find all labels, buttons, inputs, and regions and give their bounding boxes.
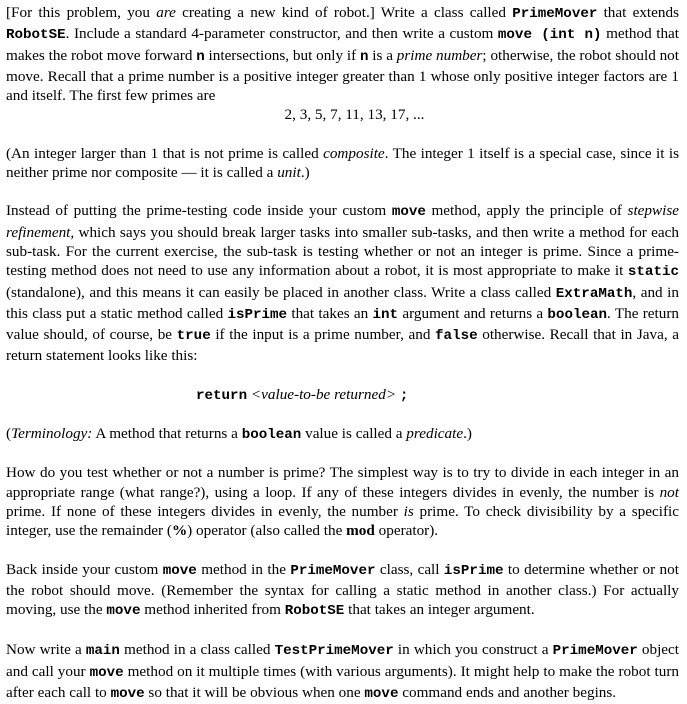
- emphasis-is: is: [403, 502, 414, 520]
- text-run: method on it multiple times (with various arguments). It might help to make the robot turn after each call to: [6, 662, 679, 702]
- code-move: move: [106, 603, 141, 620]
- text-run: argument and returns a: [398, 304, 548, 322]
- text-run: . The return value should, of course, be: [6, 304, 679, 344]
- text-run: , and in this class put a static method called: [6, 283, 679, 322]
- text-run: .): [300, 164, 310, 182]
- paragraph-prime-test: [6, 463, 679, 540]
- bold-mod: mod: [346, 522, 375, 540]
- emphasis-not: not: [659, 483, 679, 501]
- emphasis-terminology: Terminology:: [11, 425, 93, 443]
- text-run: method in the: [196, 560, 291, 578]
- text-run: operator).: [374, 522, 439, 540]
- text-run: .): [463, 425, 472, 443]
- text-run: [For this problem, you: [6, 4, 157, 21]
- code-false: false: [435, 328, 478, 345]
- text-run: A method that returns a: [92, 425, 242, 443]
- placeholder-value-to-be-returned: <value-to-be returned>: [247, 385, 400, 403]
- code-boolean: boolean: [241, 427, 302, 444]
- code-primemover: PrimeMover: [512, 6, 598, 22]
- text-run: Now write a: [6, 641, 86, 659]
- paragraph-test-prime-mover: [6, 640, 679, 704]
- code-boolean: boolean: [547, 306, 608, 323]
- text-run: that takes an: [287, 304, 373, 322]
- text-run: ) operator (also called the: [187, 522, 347, 540]
- paragraph-back-inside-move: [6, 560, 679, 622]
- code-move: move: [391, 204, 426, 221]
- code-testprimemover: TestPrimeMover: [274, 643, 394, 660]
- text-run: so that it will be obvious when one: [144, 684, 365, 702]
- text-run: prime. To check divisibility by a specific integer, use the remainder (: [6, 502, 679, 540]
- code-primemover: PrimeMover: [290, 562, 376, 579]
- text-run: method that makes the robot move forward: [6, 25, 679, 64]
- text-run: is a: [368, 46, 397, 64]
- text-run: Instead of putting the prime-testing code inside your custom: [6, 202, 392, 220]
- code-true: true: [176, 328, 211, 345]
- emphasis-prime-number: prime number: [396, 46, 483, 64]
- code-move: move: [162, 562, 197, 579]
- emphasis-are: are: [156, 4, 176, 21]
- code-n: n: [359, 48, 369, 65]
- emphasis-stepwise-refinement: stepwise refinement: [6, 202, 680, 241]
- paragraph-primemover-intro: [6, 3, 679, 125]
- code-isprime: isPrime: [443, 562, 504, 579]
- code-primemover: PrimeMover: [552, 643, 638, 660]
- code-robotse: RobotSE: [284, 603, 345, 620]
- paragraph-composite: [6, 144, 679, 183]
- code-isprime: isPrime: [227, 306, 288, 323]
- text-run: (: [6, 425, 12, 443]
- text-run: ; otherwise, the robot should not move. Recall that a prime number is a positive integer greater than 1 whose only positive integer factors are 1 and itself. The first few primes are: [6, 46, 680, 105]
- text-run: in which you construct a: [393, 641, 553, 659]
- code-main: main: [85, 643, 120, 660]
- return-statement-example: [6, 385, 679, 406]
- text-run: value is called a: [301, 425, 407, 443]
- text-run: (standalone), and this means it can easily be placed in another class. Write a class called: [6, 283, 556, 301]
- code-move: move: [110, 686, 145, 703]
- text-run: prime. If none of these integers divides in evenly, the number: [6, 502, 404, 520]
- text-run: to determine whether or not the robot should move. (Remember the syntax for calling a static method in another class.) For actually moving, use the: [6, 560, 679, 619]
- text-run: class, call: [375, 560, 444, 578]
- code-semicolon: ;: [399, 387, 409, 404]
- code-move-signature: move (int n): [497, 27, 602, 44]
- text-run: (An integer larger than 1 that is not prime is called: [6, 144, 324, 162]
- primes-list: 2, 3, 5, 7, 11, 13, 17, ...: [284, 106, 425, 124]
- code-robotse: RobotSE: [6, 27, 66, 44]
- text-run: How do you test whether or not a number is prime? The simplest way is to try to divide in each integer in an appropriate range (what range?), using a loop. If any of these integers divides in evenly, the number is: [6, 464, 679, 501]
- text-run: creating a new kind of robot.] Write a class called: [175, 4, 513, 21]
- text-run: if the input is a prime number, and: [210, 326, 436, 344]
- bold-percent: %: [171, 522, 188, 540]
- emphasis-composite: composite: [323, 144, 385, 162]
- text-run: Back inside your custom: [6, 560, 163, 578]
- paragraph-stepwise-refinement: [6, 201, 679, 365]
- code-n: n: [196, 48, 205, 65]
- text-run: command ends and another begins.: [398, 684, 617, 702]
- text-run: object and call your: [6, 641, 680, 680]
- code-extramath: ExtraMath: [555, 285, 633, 302]
- text-run: that takes an integer argument.: [344, 601, 535, 619]
- emphasis-unit: unit: [277, 164, 301, 182]
- text-run: otherwise. Recall that in Java, a return statement looks like this:: [6, 326, 680, 365]
- code-return: return: [196, 387, 248, 404]
- text-run: method in a class called: [119, 641, 275, 659]
- text-run: , which says you should break larger tasks into smaller sub-tasks, and then write a method for each sub-task. For the current exercise, the sub-task is testing whether or not an integer is prime. Since a prime-testing method does not need to use any information about a robot, it is most appropriate to make it: [6, 223, 679, 280]
- text-run: . The integer 1 itself is a special case, since it is neither prime nor composite — it is called a: [6, 144, 679, 182]
- text-run: that extends: [597, 4, 679, 21]
- text-run: . Include a standard 4-parameter constructor, and then write a custom: [65, 25, 498, 43]
- text-run: method, apply the principle of: [425, 202, 628, 220]
- emphasis-predicate: predicate: [406, 425, 464, 443]
- code-move: move: [89, 664, 124, 681]
- code-static: static: [627, 264, 679, 281]
- paragraph-terminology: [6, 424, 679, 445]
- text-run: intersections, but only if: [204, 46, 360, 64]
- code-int: int: [372, 306, 399, 323]
- text-run: method inherited from: [140, 601, 285, 619]
- code-move: move: [364, 686, 399, 703]
